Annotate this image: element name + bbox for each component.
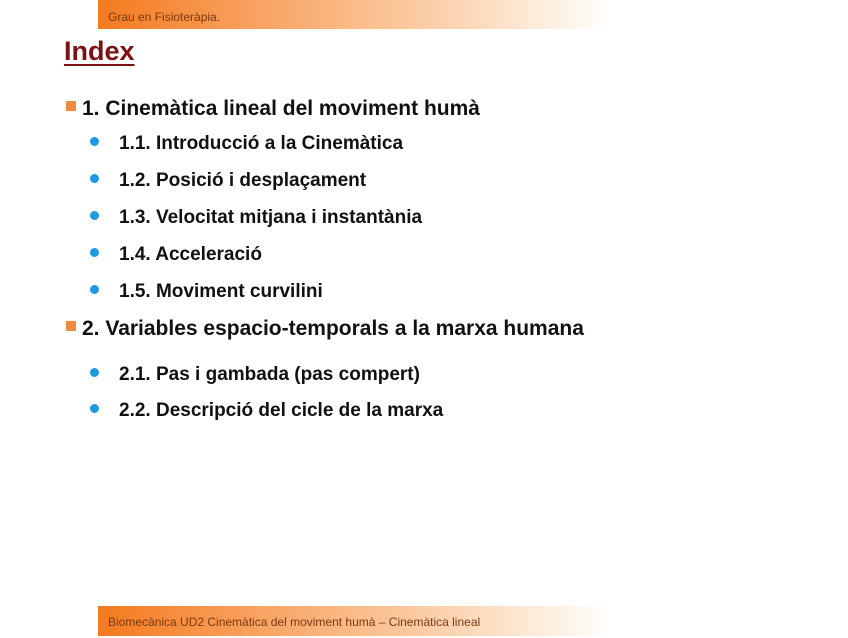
round-bullet-icon — [90, 404, 99, 413]
square-bullet-icon — [66, 321, 76, 331]
list-item — [90, 244, 262, 266]
item-1-5: 1.5. Moviment curvilini — [119, 281, 323, 302]
list-item — [90, 400, 443, 422]
footer-text: Biomecànica UD2 Cinemàtica del moviment humà – Cinemàtica lineal — [108, 615, 481, 629]
section-1-label: 1. Cinemàtica lineal del moviment humà — [82, 97, 480, 120]
section-2 — [66, 317, 584, 341]
item-1-1: 1.1. Introducció a la Cinemàtica — [119, 133, 404, 154]
header-band — [98, 0, 610, 29]
list-item — [90, 170, 366, 192]
section-2-label: 2. Variables espacio-temporals a la marxa humana — [82, 317, 584, 340]
item-2-1: 2.1. Pas i gambada (pas compert) — [119, 364, 420, 385]
list-item — [90, 133, 403, 155]
footer-band — [98, 606, 610, 636]
round-bullet-icon — [90, 368, 99, 377]
round-bullet-icon — [90, 174, 99, 183]
header-text: Grau en Fisioteràpia. — [108, 10, 221, 24]
item-1-4: 1.4. Acceleració — [119, 244, 262, 265]
round-bullet-icon — [90, 248, 99, 257]
square-bullet-icon — [66, 101, 76, 111]
round-bullet-icon — [90, 211, 99, 220]
list-item — [90, 207, 422, 229]
slide-title: Index — [64, 36, 135, 66]
round-bullet-icon — [90, 285, 99, 294]
item-1-3: 1.3. Velocitat mitjana i instantània — [119, 207, 423, 228]
list-item — [90, 364, 420, 386]
round-bullet-icon — [90, 137, 99, 146]
list-item — [90, 281, 323, 303]
section-1 — [66, 97, 480, 121]
item-2-2: 2.2. Descripció del cicle de la marxa — [119, 400, 444, 421]
item-1-2: 1.2. Posició i desplaçament — [119, 170, 367, 191]
